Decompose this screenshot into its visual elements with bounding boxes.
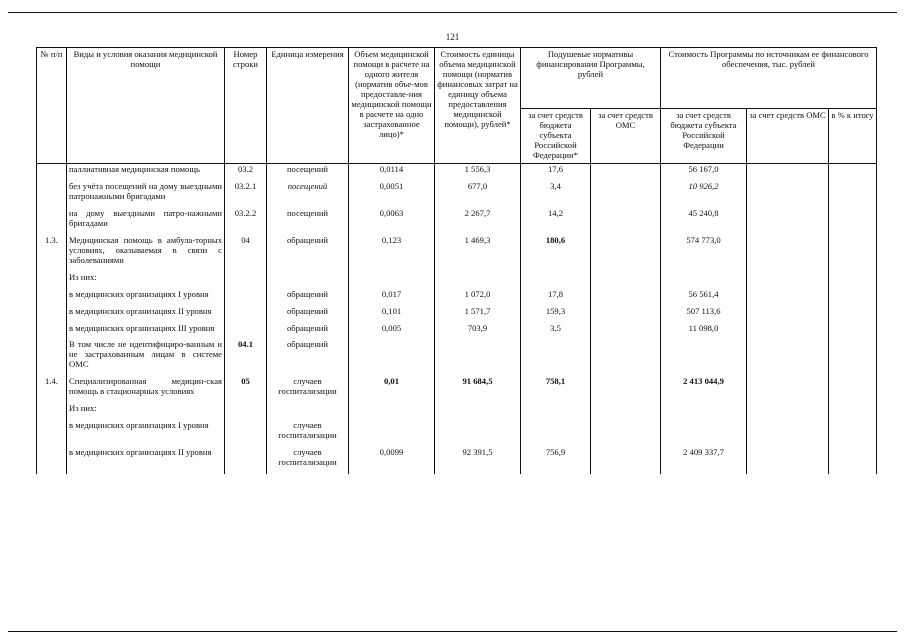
table-row: [37, 403, 877, 420]
cell-name: в медицинских организациях III уровня: [67, 323, 225, 340]
table-row: [37, 323, 877, 340]
cell-num: [37, 339, 67, 376]
cell-volume: [349, 403, 435, 420]
cell-unit: обращений: [267, 306, 349, 323]
cell-program-percent: [829, 235, 877, 272]
cell-num: [37, 181, 67, 208]
cell-per-capita-budget: 159,3: [521, 306, 591, 323]
cell-per-capita-oms: [591, 376, 661, 403]
cell-program-oms: [747, 306, 829, 323]
cell-name: в медицинских организациях II уровня: [67, 306, 225, 323]
cell-row-number: 03.2.2: [225, 208, 267, 235]
cell-per-capita-budget: 3,5: [521, 323, 591, 340]
cell-volume: 0,0051: [349, 181, 435, 208]
header-program-budget: за счет средств бюджета субъекта Российской Федерации: [661, 109, 747, 164]
cell-name: Из них:: [67, 403, 225, 420]
cell-row-number: 04.1: [225, 339, 267, 376]
page-number: 121: [445, 32, 460, 42]
cell-volume: [349, 339, 435, 376]
cell-per-capita-oms: [591, 339, 661, 376]
cell-name: Специализированная медицин-ская помощь в стационарных условиях: [67, 376, 225, 403]
header-per-capita-oms: за счет средств ОМС: [591, 109, 661, 164]
cell-num: [37, 306, 67, 323]
cell-program-percent: [829, 289, 877, 306]
cell-row-number: 03.2: [225, 163, 267, 180]
header-program-percent: в % к итогу: [829, 109, 877, 164]
cell-num: [37, 420, 67, 447]
cell-per-capita-oms: [591, 272, 661, 289]
table-row: [37, 376, 877, 403]
cell-program-budget: [661, 272, 747, 289]
cell-unit: посещений: [267, 208, 349, 235]
cell-per-capita-budget: [521, 272, 591, 289]
cell-program-percent: [829, 339, 877, 376]
cell-program-budget: 56 167,0: [661, 163, 747, 180]
header-num: № п/п: [37, 48, 67, 164]
cell-row-number: [225, 403, 267, 420]
cell-program-budget: 56 561,4: [661, 289, 747, 306]
cell-program-percent: [829, 420, 877, 447]
cell-per-capita-oms: [591, 447, 661, 474]
cell-cost: [435, 272, 521, 289]
cell-num: 1.4.: [37, 376, 67, 403]
cell-name: в медицинских организациях II уровня: [67, 447, 225, 474]
cell-per-capita-budget: 758,1: [521, 376, 591, 403]
table-row: [37, 163, 877, 180]
program-cost-table: [36, 47, 877, 474]
cell-unit: обращений: [267, 289, 349, 306]
cell-row-number: [225, 420, 267, 447]
cell-program-budget: 10 926,2: [661, 181, 747, 208]
cell-program-percent: [829, 208, 877, 235]
cell-unit: [267, 403, 349, 420]
cell-volume: [349, 420, 435, 447]
bottom-rule: [8, 631, 897, 632]
cell-per-capita-oms: [591, 420, 661, 447]
cell-name: Медицинская помощь в амбула-торных условиях, оказываемая в связи с заболеваниями: [67, 235, 225, 272]
cell-program-oms: [747, 235, 829, 272]
table-row: [37, 289, 877, 306]
cell-cost: 1 469,3: [435, 235, 521, 272]
cell-name: без учёта посещений на дому выездными патронажными бригадами: [67, 181, 225, 208]
cell-per-capita-oms: [591, 403, 661, 420]
cell-name: в медицинских организациях I уровня: [67, 289, 225, 306]
cell-program-oms: [747, 403, 829, 420]
cell-unit: обращений: [267, 235, 349, 272]
cell-name: в медицинских организациях I уровня: [67, 420, 225, 447]
cell-program-oms: [747, 339, 829, 376]
cell-row-number: 03.2.1: [225, 181, 267, 208]
cell-unit: случаев госпитализации: [267, 420, 349, 447]
table-row: [37, 235, 877, 272]
cell-program-percent: [829, 447, 877, 474]
cell-volume: 0,017: [349, 289, 435, 306]
table-row: [37, 339, 877, 376]
cell-per-capita-budget: [521, 339, 591, 376]
cell-cost: 2 267,7: [435, 208, 521, 235]
cell-program-oms: [747, 447, 829, 474]
cell-per-capita-oms: [591, 208, 661, 235]
cell-per-capita-budget: 17,8: [521, 289, 591, 306]
cell-per-capita-oms: [591, 306, 661, 323]
cell-name: В том числе не идентифициро-ванным и не застрахованным лицам в системе ОМС: [67, 339, 225, 376]
cell-row-number: [225, 447, 267, 474]
cell-row-number: [225, 272, 267, 289]
cell-unit: посещений: [267, 181, 349, 208]
cell-unit: случаев госпитализации: [267, 376, 349, 403]
cell-row-number: 05: [225, 376, 267, 403]
cell-program-oms: [747, 181, 829, 208]
cell-cost: 1 556,3: [435, 163, 521, 180]
cell-cost: 91 684,5: [435, 376, 521, 403]
cell-program-budget: [661, 339, 747, 376]
cell-per-capita-budget: 17,6: [521, 163, 591, 180]
table-row: [37, 447, 877, 474]
cell-row-number: [225, 289, 267, 306]
cell-name: Из них:: [67, 272, 225, 289]
cell-per-capita-oms: [591, 163, 661, 180]
cell-per-capita-budget: [521, 420, 591, 447]
cell-per-capita-budget: 180,6: [521, 235, 591, 272]
cell-per-capita-budget: [521, 403, 591, 420]
cell-program-budget: 2 409 337,7: [661, 447, 747, 474]
cell-program-percent: [829, 181, 877, 208]
cell-per-capita-budget: 3,4: [521, 181, 591, 208]
cell-num: [37, 403, 67, 420]
cell-num: [37, 163, 67, 180]
cell-num: 1.3.: [37, 235, 67, 272]
cell-per-capita-oms: [591, 323, 661, 340]
cell-program-budget: [661, 420, 747, 447]
cell-num: [37, 447, 67, 474]
cell-num: [37, 272, 67, 289]
cell-program-budget: [661, 403, 747, 420]
cell-unit: [267, 272, 349, 289]
cell-per-capita-oms: [591, 181, 661, 208]
header-unit: Единица измерения: [267, 48, 349, 164]
cell-unit: обращений: [267, 339, 349, 376]
cell-program-oms: [747, 420, 829, 447]
cell-name: паллиативная медицинская помощь: [67, 163, 225, 180]
header-name: Виды и условия оказания медицинской помощи: [67, 48, 225, 164]
cell-cost: [435, 403, 521, 420]
cell-volume: 0,01: [349, 376, 435, 403]
cell-cost: 92 391,5: [435, 447, 521, 474]
cell-per-capita-budget: 756,9: [521, 447, 591, 474]
cell-program-budget: 2 413 044,9: [661, 376, 747, 403]
cell-cost: 703,9: [435, 323, 521, 340]
cell-cost: 1 571,7: [435, 306, 521, 323]
table-row: [37, 420, 877, 447]
table-row: [37, 306, 877, 323]
cell-program-budget: 507 113,6: [661, 306, 747, 323]
cell-volume: 0,005: [349, 323, 435, 340]
cell-program-percent: [829, 272, 877, 289]
cell-program-oms: [747, 323, 829, 340]
header-program-cost: Стоимость Программы по источникам ее финансового обеспечения, тыс. рублей: [661, 48, 877, 109]
header-program-oms: за счет средств ОМС: [747, 109, 829, 164]
cell-program-oms: [747, 208, 829, 235]
cell-cost: 677,0: [435, 181, 521, 208]
cell-volume: 0,0099: [349, 447, 435, 474]
header-per-capita: Подушевые нормативы финансирования Программы, рублей: [521, 48, 661, 109]
cell-per-capita-oms: [591, 235, 661, 272]
cell-unit: посещений: [267, 163, 349, 180]
cell-per-capita-budget: 14,2: [521, 208, 591, 235]
cell-program-oms: [747, 376, 829, 403]
cell-program-budget: 574 773,0: [661, 235, 747, 272]
cell-program-budget: 11 098,0: [661, 323, 747, 340]
cell-program-percent: [829, 323, 877, 340]
cell-unit: случаев госпитализации: [267, 447, 349, 474]
header-row-1: [37, 48, 877, 109]
header-volume: Объем медицинской помощи в расчете на одного жителя (норматив объе-мов предоставле-ния медицинской помощи в расчете на одно застрахованное лицо)*: [349, 48, 435, 164]
header-row-number: Номер строки: [225, 48, 267, 164]
cell-program-percent: [829, 306, 877, 323]
cell-volume: 0,123: [349, 235, 435, 272]
cell-volume: [349, 272, 435, 289]
header-cost: Стоимость единицы объема медицинской помощи (норматив финансовых затрат на единицу объема предоставления медицинской помощи), рублей*: [435, 48, 521, 164]
table-row: [37, 208, 877, 235]
cell-num: [37, 289, 67, 306]
cell-volume: 0,101: [349, 306, 435, 323]
cell-program-budget: 45 240,8: [661, 208, 747, 235]
cell-num: [37, 323, 67, 340]
cell-program-oms: [747, 272, 829, 289]
cell-cost: [435, 339, 521, 376]
top-rule: [8, 12, 897, 13]
cell-name: на дому выездными патро-нажными бригадами: [67, 208, 225, 235]
cell-program-oms: [747, 289, 829, 306]
cell-row-number: [225, 306, 267, 323]
header-per-capita-budget: за счет средств бюджета субъекта Российской Федерации*: [521, 109, 591, 164]
cell-unit: обращений: [267, 323, 349, 340]
cell-per-capita-oms: [591, 289, 661, 306]
table-row: [37, 181, 877, 208]
table-row: [37, 272, 877, 289]
cell-program-oms: [747, 163, 829, 180]
cell-volume: 0,0114: [349, 163, 435, 180]
cell-num: [37, 208, 67, 235]
cell-program-percent: [829, 376, 877, 403]
cell-cost: [435, 420, 521, 447]
cell-row-number: [225, 323, 267, 340]
cell-cost: 1 072,0: [435, 289, 521, 306]
cell-program-percent: [829, 163, 877, 180]
cell-volume: 0,0063: [349, 208, 435, 235]
cell-program-percent: [829, 403, 877, 420]
cell-row-number: 04: [225, 235, 267, 272]
